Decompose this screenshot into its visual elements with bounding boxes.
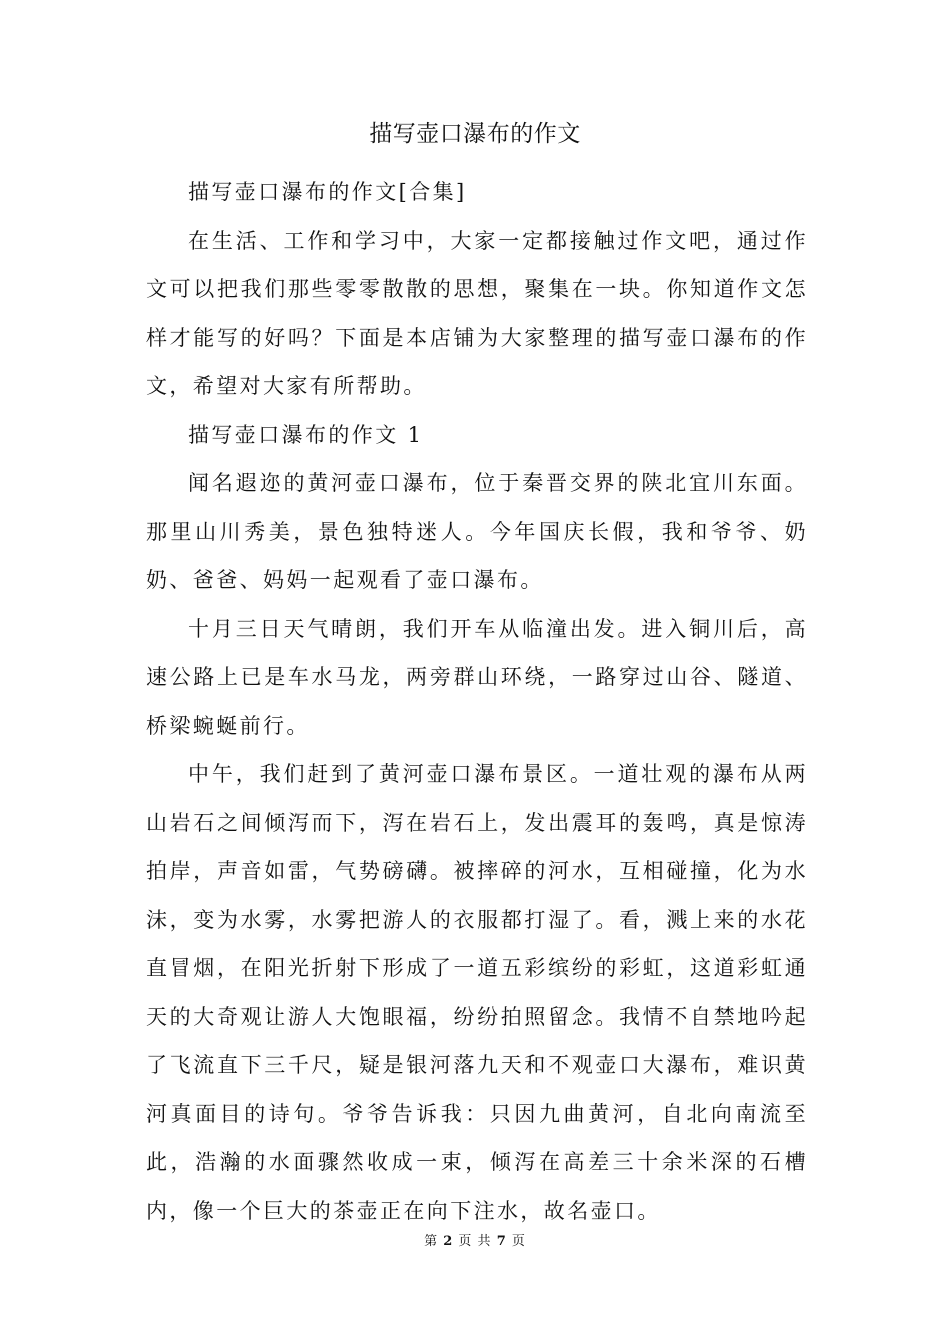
- total-pages-number: 7: [496, 1234, 507, 1249]
- current-page-number: 2: [443, 1234, 454, 1249]
- paragraph: 闻名遐迩的黄河壶口瀑布，位于秦晋交界的陕北宜川东面。那里山川秀美，景色独特迷人。今年国庆长假，我和爷爷、奶奶、爸爸、妈妈一起观看了壶口瀑布。: [146, 471, 808, 592]
- paragraph: 十月三日天气晴朗，我们开车从临潼出发。进入铜川后，高速公路上已是车水马龙，两旁群山环绕，一路穿过山谷、隧道、桥梁蜿蜒前行。: [146, 616, 808, 738]
- footer-middle: 页 共: [458, 1234, 492, 1249]
- paragraph-subtitle: 描写壶口瀑布的作文[合集]: [188, 180, 467, 204]
- paragraph: 中午，我们赶到了黄河壶口瀑布景区。一道壮观的瀑布从两山岩石之间倾泻而下，泻在岩石上，发出震耳的轰鸣，真是惊涛拍岸，声音如雷，气势磅礴。被摔碎的河水，互相碰撞，化为水沫，变为水雾，水雾把游人的衣服都打湿了。看，溅上来的水花直冒烟，在阳光折射下形成了一道五彩缤纷的彩虹，这道彩虹通天的大奇观让游人大饱眼福，纷纷拍照留念。我情不自禁地吟起了飞流直下三千尺，疑是银河落九天和不观壶口大瀑布，难识黄河真面目的诗句。爷爷告诉我：只因九曲黄河，自北向南流至此，浩瀚的水面骤然收成一束，倾泻在高差三十余米深的石槽内，像一个巨大的茶壶正在向下注水，故名壶口。: [146, 762, 808, 1223]
- document-title: 描写壶口瀑布的作文: [369, 121, 581, 147]
- section-heading: 描写壶口瀑布的作文 1: [188, 422, 424, 447]
- document-body: [146, 168, 808, 1235]
- paragraph-intro: 在生活、工作和学习中，大家一定都接触过作文吧，通过作文可以把我们那些零零散散的思想，聚集在一块。你知道作文怎样才能写的好吗？下面是本店铺为大家整理的描写壶口瀑布的作文，希望对大家有所帮助。: [146, 228, 808, 398]
- footer-suffix: 页: [511, 1234, 526, 1249]
- footer-prefix: 第: [424, 1234, 439, 1249]
- page-footer: [0, 1232, 950, 1252]
